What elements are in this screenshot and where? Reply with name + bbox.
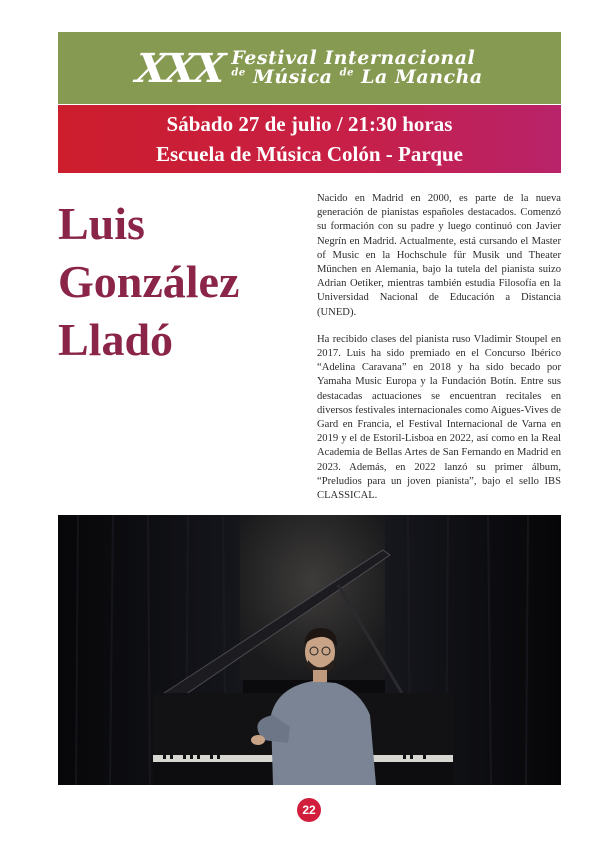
- page-number: 22: [297, 798, 321, 822]
- bio-paragraph-1: Nacido en Madrid en 2000, es parte de la nueva generación de pianistas españoles destacados. Comenzó su formación con su padre y luego continuó con Javier Negrín en Madrid. Actualmente, está cursando el Master of Music en la Hochschule für Musik und Theater München en Alemania, bajo la tutela del pianista suizo Adrian Oetiker, mientras también estudia Filosofía en la Universidad Nacional de Educación a Distancia (UNED).: [317, 193, 561, 318]
- event-banner: [58, 105, 561, 173]
- festival-title-mancha: La Mancha: [361, 66, 483, 88]
- pianist-at-piano-image: [58, 515, 561, 785]
- event-venue: Escuela de Música Colón - Parque: [155, 142, 464, 166]
- festival-title: [231, 49, 482, 87]
- festival-title-line2: [231, 68, 482, 87]
- festival-header: [58, 32, 561, 104]
- festival-title-musica: Música: [252, 66, 333, 88]
- festival-title-de2: de: [339, 67, 354, 79]
- festival-title-de1: de: [231, 67, 246, 79]
- event-date-time: Sábado 27 de julio / 21:30 horas: [166, 112, 453, 136]
- festival-title-part1: Festival Internacional: [231, 47, 476, 69]
- artist-name: [58, 195, 288, 369]
- artist-photo: [58, 515, 561, 785]
- artist-name-line3: Lladó: [58, 314, 174, 365]
- edition-numeral: XXX: [133, 44, 226, 92]
- artist-name-line2: González: [58, 256, 240, 307]
- artist-name-line1: Luis: [58, 198, 145, 249]
- artist-biography: [317, 192, 561, 516]
- bio-paragraph-2: Ha recibido clases del pianista ruso Vladimir Stoupel en 2017. Luis ha sido premiado en el Concurso Ibérico “Adelina Caravana” en 2018 y ha sido becado por Yamaha Music Europa y la Fundación Botín. Entre sus destacadas actuaciones se encuentran recitales en diversos festivales internacionales como Aigues-Vives de Gard en Francia, el Festival Internacional de Varna en 2019 y el de Estoril-Lisboa en 2022, así como en la Real Academia de Bellas Artes de San Fernando en Madrid en 2023. Además, en 2022 lanzó su primer álbum, “Preludios para un joven pianista”, bajo el sello IBS CLASSICAL.: [317, 333, 561, 502]
